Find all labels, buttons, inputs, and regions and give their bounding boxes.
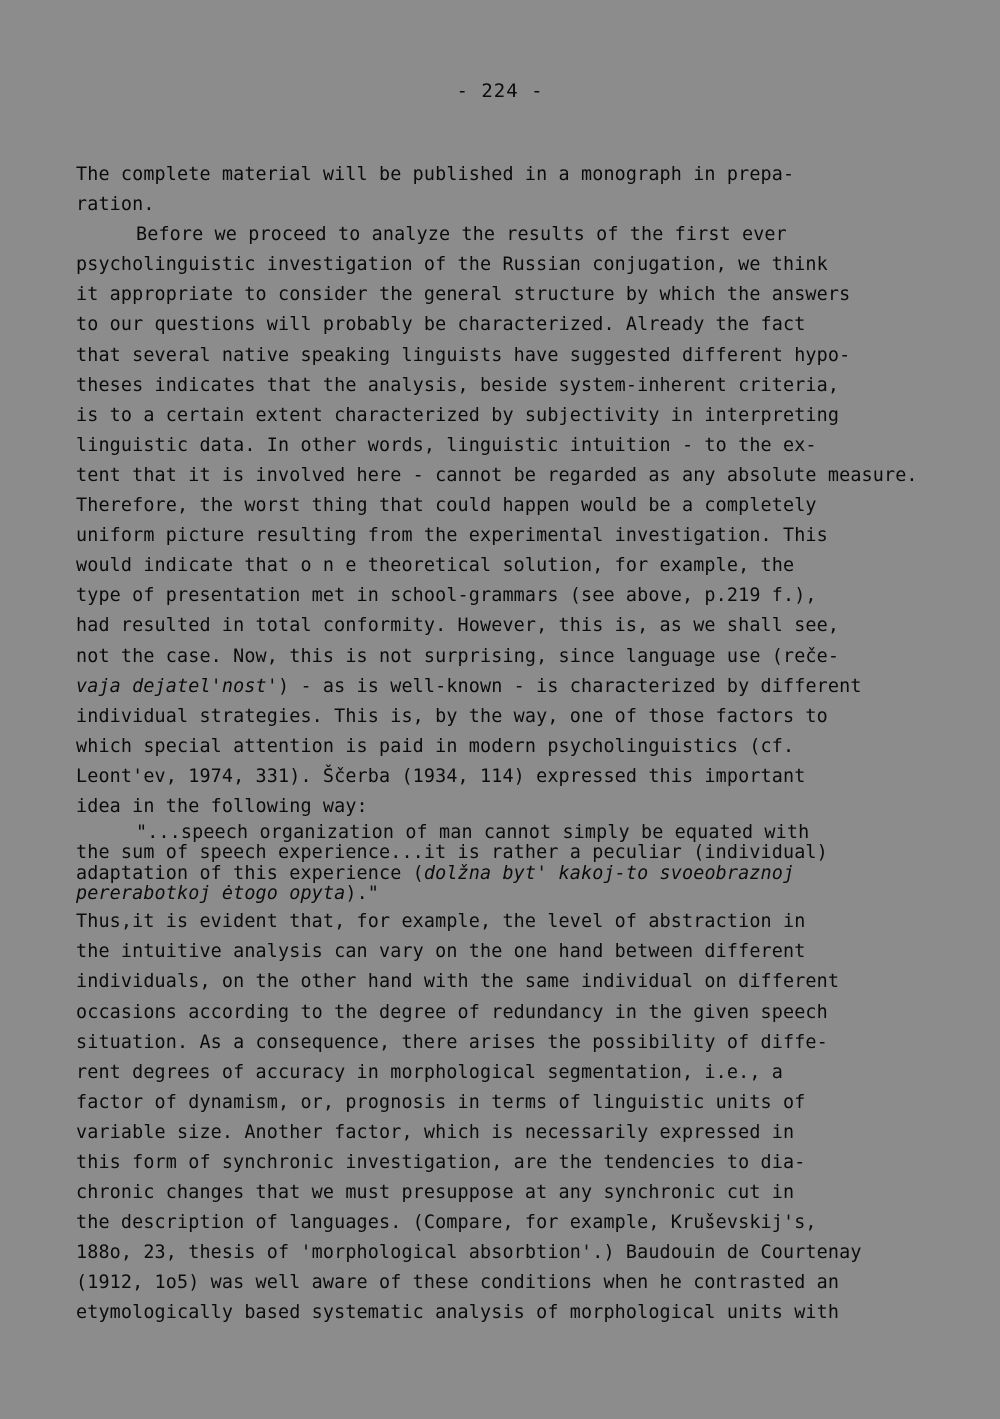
- text-line: is to a certain extent characterized by subjectivity in interpreting: [76, 404, 840, 426]
- text-line: which special attention is paid in modern psycholinguistics (cf.: [76, 735, 795, 757]
- quote-line: the sum of speech experience...it is rather a peculiar (individual): [76, 842, 828, 864]
- text-line: etymologically based systematic analysis of morphological units with: [76, 1302, 840, 1324]
- text-line: rent degrees of accuracy in morphological segmentation, i.e., a: [76, 1061, 783, 1083]
- text-line: theses indicates that the analysis, beside system-inherent criteria,: [76, 374, 840, 396]
- text-segment: ).": [345, 882, 380, 904]
- text-line: chronic changes that we must presuppose at any synchronic cut in: [76, 1182, 795, 1204]
- italic-term: dolžna byt' kakoj-to svoeobraznoj: [423, 862, 795, 884]
- text-line: psycholinguistic investigation of the Russian conjugation, we think: [76, 254, 828, 276]
- text-line: Thus,it is evident that, for example, the level of abstraction in: [76, 911, 806, 933]
- text-line: the intuitive analysis can vary on the one hand between different: [76, 941, 806, 963]
- block-quote: [76, 823, 936, 904]
- text-line: (1912, 1o5) was well aware of these conditions when he contrasted an: [76, 1272, 840, 1294]
- text-line: that several native speaking linguists have suggested different hypo-: [76, 344, 851, 366]
- text-line: not the case. Now, this is not surprising, since language use (reče-: [76, 645, 840, 667]
- text-line: to our questions will probably be characterized. Already the fact: [76, 314, 806, 336]
- text-line: occasions according to the degree of redundancy in the given speech: [76, 1001, 828, 1023]
- text-line: situation. As a consequence, there arises the possibility of diffe-: [76, 1031, 828, 1053]
- text-line: 188o, 23, thesis of 'morphological absorbtion'.) Baudouin de Courtenay: [76, 1242, 862, 1264]
- text-line: linguistic data. In other words, linguistic intuition - to the ex-: [76, 434, 817, 456]
- italic-term: pererabotkoj ėtogo opyta: [76, 882, 346, 904]
- text-line: had resulted in total conformity. However, this is, as we shall see,: [76, 615, 840, 637]
- text-line: variable size. Another factor, which is necessarily expressed in: [76, 1121, 795, 1143]
- text-segment: ) - as is well-known - is characterized by different: [278, 675, 862, 697]
- text-segment: adaptation of this experience (: [76, 862, 424, 884]
- text-line: Therefore, the worst thing that could happen would be a completely: [76, 495, 817, 517]
- text-line: uniform picture resulting from the experimental investigation. This: [76, 525, 828, 547]
- text-line: the description of languages. (Compare, for example, Kruševskij's,: [76, 1212, 817, 1234]
- text-line: type of presentation met in school-grammars (see above, p.219 f.),: [76, 585, 817, 607]
- text-line: factor of dynamism, or, prognosis in terms of linguistic units of: [76, 1091, 806, 1113]
- italic-term: vaja dejatel'nost': [76, 675, 278, 697]
- page-number: - 224 -: [456, 80, 544, 102]
- text-line: this form of synchronic investigation, are the tendencies to dia-: [76, 1152, 806, 1173]
- text-line: individual strategies. This is, by the way, one of those factors to: [76, 705, 828, 727]
- text-line: idea in the following way:: [76, 795, 368, 817]
- text-line: ration.: [76, 194, 155, 216]
- body-text: [76, 160, 936, 1329]
- quote-line: "...speech organization of man cannot simply be equated with: [136, 822, 810, 844]
- text-line: tent that it is involved here - cannot be regarded as any absolute measure.: [76, 464, 918, 486]
- text-line: The complete material will be published in a monograph in prepa-: [76, 164, 795, 185]
- text-line: it appropriate to consider the general structure by which the answers: [76, 284, 851, 306]
- text-line: would indicate that o n e theoretical solution, for example, the: [76, 555, 795, 577]
- text-line: [76, 672, 936, 702]
- text-line: Leont'ev, 1974, 331). Ščerba (1934, 114) expressed this important: [76, 765, 806, 787]
- text-line: individuals, on the other hand with the same individual on different: [76, 971, 840, 993]
- text-line: Before we proceed to analyze the results of the first ever: [136, 224, 787, 246]
- quote-line: [76, 884, 936, 904]
- quote-line: [76, 864, 936, 884]
